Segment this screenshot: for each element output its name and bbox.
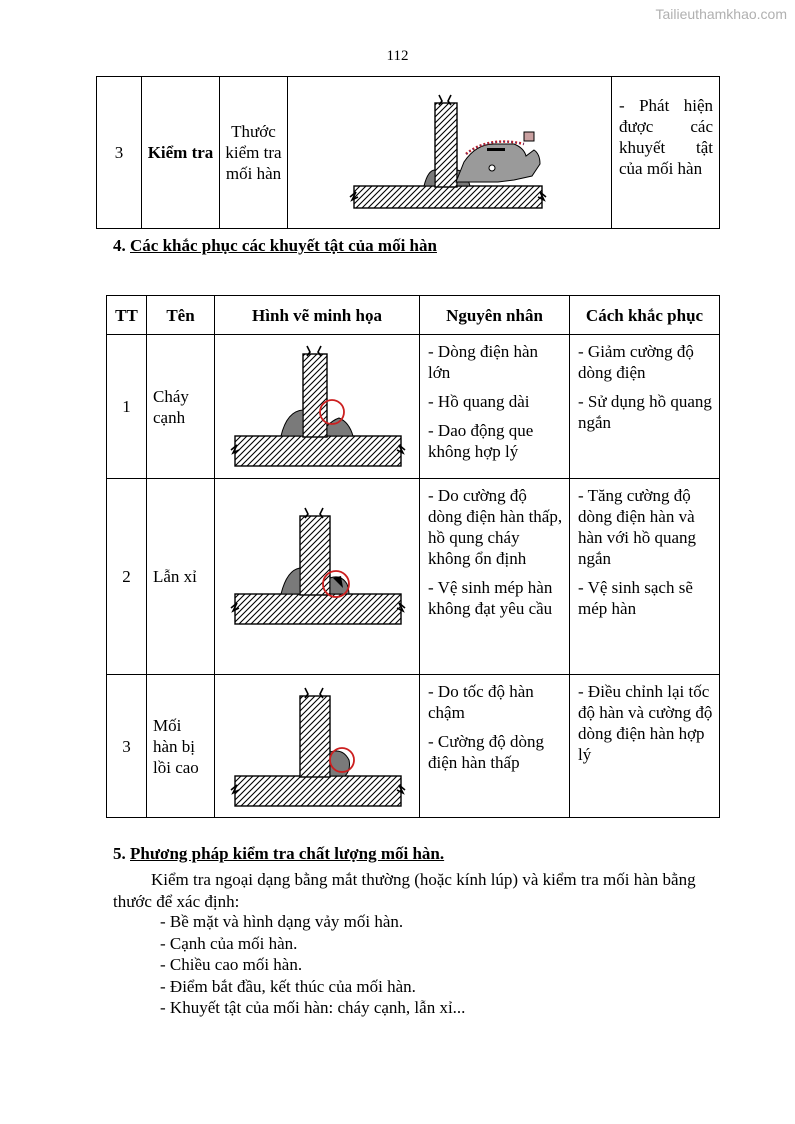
section-5-title: Phương pháp kiểm tra chất lượng mối hàn.	[130, 844, 445, 863]
tool-name: Thước kiểm tra mối hàn	[220, 77, 288, 229]
list-item: - Điểm bắt đầu, kết thúc của mối hàn.	[160, 976, 416, 996]
header-cause: Nguyên nhân	[420, 296, 570, 335]
purpose-note: - Phát hiện được các khuyết tật của mối hàn	[612, 77, 720, 229]
fix-item: - Tăng cường độ dòng điện hàn và hàn với hồ quang ngắn	[578, 486, 697, 568]
cause-item: - Dòng điện hàn lớn	[428, 342, 539, 382]
fix-item: - Sử dụng hồ quang ngắn	[578, 392, 712, 432]
fix-cell	[570, 335, 720, 479]
defect-name: Mối hàn bị lồi cao	[147, 675, 215, 818]
defect-table	[106, 295, 720, 818]
header-tt: TT	[107, 296, 147, 335]
table-row	[107, 479, 720, 675]
row-number: 1	[107, 335, 147, 479]
header-fix: Cách khắc phục	[570, 296, 720, 335]
fix-cell	[570, 675, 720, 818]
step-name: Kiểm tra	[142, 77, 220, 229]
table-row	[107, 335, 720, 479]
row-number: 2	[107, 479, 147, 675]
cause-item: - Hồ quang dài	[428, 392, 530, 411]
slag-inclusion-figure	[215, 480, 419, 674]
table-row	[107, 675, 720, 818]
convex-weld-figure	[215, 676, 419, 817]
cause-item: - Do cường độ dòng điện hàn thấp, hồ qung cháy không ổn định	[428, 486, 563, 568]
page-number: 112	[386, 48, 409, 64]
cause-cell	[420, 335, 570, 479]
header-name: Tên	[147, 296, 215, 335]
defect-name: Lẫn xỉ	[147, 479, 215, 675]
row-number: 3	[97, 77, 142, 229]
fix-item: - Điều chỉnh lại tốc độ hàn và cường độ dòng điện hàn hợp lý	[578, 682, 713, 764]
section-5-heading	[113, 844, 444, 864]
figure-cell	[215, 479, 420, 675]
list-item: - Cạnh của mối hàn.	[160, 933, 298, 953]
table-header-row	[107, 296, 720, 335]
cause-item: - Dao động que không hợp lý	[428, 421, 534, 461]
fix-item: - Giảm cường độ dòng điện	[578, 342, 694, 382]
header-figure: Hình vẽ minh họa	[215, 296, 420, 335]
list-item: - Khuyết tật của mối hàn: cháy cạnh, lẫn xỉ...	[160, 998, 466, 1018]
figure-cell	[215, 675, 420, 818]
watermark: Tailieuthamkhao.com	[655, 6, 787, 22]
section-4-number: 4.	[113, 236, 126, 255]
defect-name: Cháy cạnh	[147, 335, 215, 479]
table-row	[97, 77, 720, 229]
paragraph-text: Kiểm tra ngoại dạng bằng mắt thường (hoặc kính lúp) và kiểm tra mối hàn bằng thước để xác định:	[113, 870, 696, 911]
cause-cell	[420, 479, 570, 675]
cause-item: - Vệ sinh mép hàn không đạt yêu cầu	[428, 578, 553, 618]
list-item: - Chiều cao mối hàn.	[160, 955, 303, 975]
cause-item: - Do tốc độ hàn chậm	[428, 682, 534, 722]
check-list	[160, 911, 465, 1019]
cause-cell	[420, 675, 570, 818]
t-joint-gauge-figure	[288, 78, 610, 228]
section-5-paragraph	[113, 869, 723, 912]
inspection-table	[96, 76, 720, 229]
section-4-heading	[113, 236, 437, 256]
fix-item: - Vệ sinh sạch sẽ mép hàn	[578, 578, 693, 618]
fix-cell	[570, 479, 720, 675]
cause-item: - Cường độ dòng điện hàn thấp	[428, 732, 544, 772]
row-number: 3	[107, 675, 147, 818]
figure-cell	[215, 335, 420, 479]
undercut-figure	[215, 336, 419, 478]
list-item: - Bề mặt và hình dạng vảy mối hàn.	[160, 912, 404, 931]
section-5-number: 5.	[113, 844, 126, 863]
gauge-figure-cell	[288, 77, 612, 229]
section-4-title: Các khắc phục các khuyết tật của mối hàn	[130, 236, 437, 255]
